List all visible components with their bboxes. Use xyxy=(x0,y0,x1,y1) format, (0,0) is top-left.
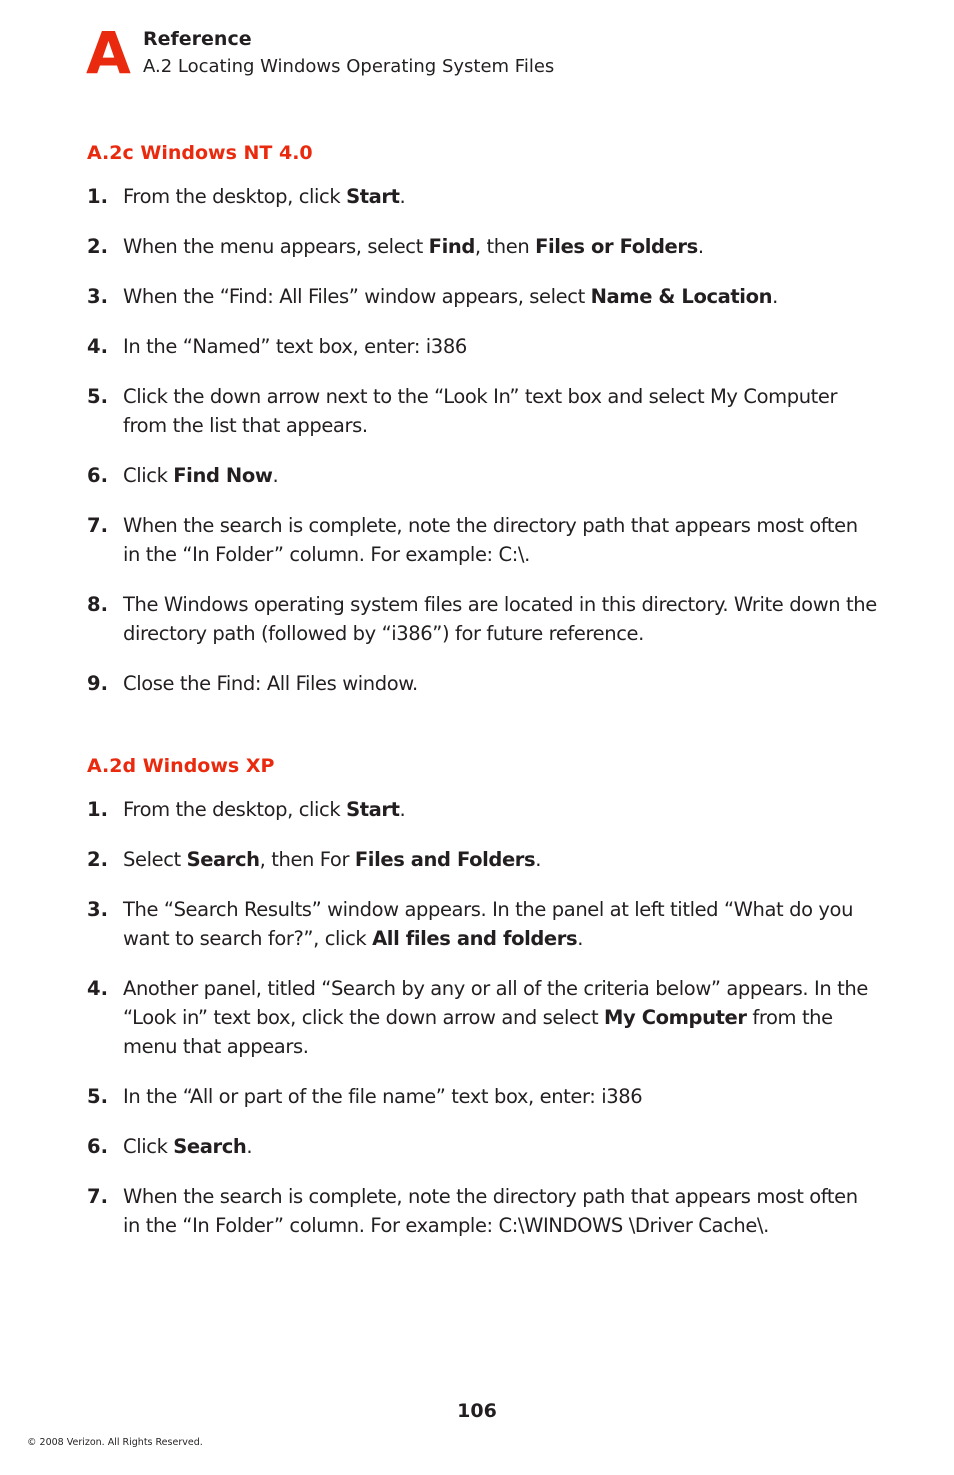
step-text: . xyxy=(272,464,279,487)
copyright-notice: © 2008 Verizon. All Rights Reserved. xyxy=(27,1437,203,1448)
step-text: . xyxy=(772,285,778,308)
step-number: 5. xyxy=(87,1085,108,1108)
step-text: Click the down arrow next to the “Look In” text box and select My Computer from the list that appears. xyxy=(123,385,838,437)
step-keyword: Name & Location xyxy=(590,285,773,308)
step-item xyxy=(87,669,877,698)
step-item xyxy=(87,182,877,211)
step-number: 7. xyxy=(87,514,108,537)
step-number: 7. xyxy=(87,1185,108,1208)
step-number: 6. xyxy=(87,464,108,487)
step-number: 5. xyxy=(87,385,108,408)
step-text: The “Search Results” window appears. In the panel at left titled “What do you want to search for?”, click xyxy=(123,898,854,950)
step-text: Close the Find: All Files window. xyxy=(123,672,418,695)
step-keyword: Start xyxy=(346,798,400,821)
step-text: . xyxy=(399,798,406,821)
step-item xyxy=(87,795,877,824)
step-number: 9. xyxy=(87,672,108,695)
step-text: From the desktop, click xyxy=(123,185,347,208)
step-text: Click xyxy=(123,464,174,487)
step-number: 6. xyxy=(87,1135,108,1158)
header-subtitle: A.2 Locating Windows Operating System Files xyxy=(143,56,555,77)
step-number: 1. xyxy=(87,185,108,208)
step-number: 4. xyxy=(87,977,108,1000)
step-text: When the search is complete, note the directory path that appears most often in the “In Folder” column. For example: C:\. xyxy=(123,514,858,566)
step-text: When the menu appears, select xyxy=(123,235,429,258)
step-text: from the menu that appears. xyxy=(123,1006,833,1058)
step-keyword: Find Now xyxy=(173,464,273,487)
step-text: The Windows operating system files are located in this directory. Write down the directory path (followed by “i386”) for future reference. xyxy=(123,593,877,645)
step-item xyxy=(87,461,877,490)
step-item xyxy=(87,590,877,648)
step-keyword: Start xyxy=(346,185,400,208)
step-text: In the “Named” text box, enter: i386 xyxy=(123,335,467,358)
step-number: 2. xyxy=(87,848,108,871)
step-keyword: Search xyxy=(186,848,260,871)
steps-list-xp xyxy=(87,795,877,1261)
step-item xyxy=(87,1132,877,1161)
step-number: 3. xyxy=(87,898,108,921)
step-text: Click xyxy=(123,1135,174,1158)
step-item xyxy=(87,974,877,1061)
section-heading-xp: A.2d Windows XP xyxy=(87,755,275,777)
step-text: , then xyxy=(474,235,536,258)
step-number: 4. xyxy=(87,335,108,358)
step-keyword: Search xyxy=(173,1135,247,1158)
step-keyword: Files and Folders xyxy=(354,848,536,871)
step-item xyxy=(87,895,877,953)
chapter-letter: A xyxy=(86,19,131,87)
step-item xyxy=(87,1182,877,1240)
step-text: . xyxy=(697,235,704,258)
step-number: 8. xyxy=(87,593,108,616)
step-text: When the search is complete, note the directory path that appears most often in the “In Folder” column. For example: C:\WINDOWS \Driver Cache\. xyxy=(123,1185,858,1237)
step-text: When the “Find: All Files” window appears, select xyxy=(123,285,591,308)
step-text: . xyxy=(399,185,406,208)
step-item xyxy=(87,332,877,361)
step-item xyxy=(87,232,877,261)
step-text: From the desktop, click xyxy=(123,798,347,821)
step-number: 2. xyxy=(87,235,108,258)
step-item xyxy=(87,282,877,311)
step-text: Another panel, titled “Search by any or all of the criteria below” appears. In the “Look in” text box, click the down arrow and select xyxy=(123,977,868,1029)
step-keyword: My Computer xyxy=(604,1006,747,1029)
step-text: . xyxy=(535,848,542,871)
step-item xyxy=(87,845,877,874)
step-item xyxy=(87,511,877,569)
step-item xyxy=(87,382,877,440)
section-heading-nt4: A.2c Windows NT 4.0 xyxy=(87,142,313,164)
step-number: 1. xyxy=(87,798,108,821)
header-title: Reference xyxy=(143,28,252,50)
steps-list-nt4 xyxy=(87,182,877,719)
step-item xyxy=(87,1082,877,1111)
step-number: 3. xyxy=(87,285,108,308)
step-text: Select xyxy=(123,848,187,871)
step-keyword: All files and folders xyxy=(372,927,578,950)
step-text: . xyxy=(246,1135,253,1158)
page-number: 106 xyxy=(457,1400,497,1422)
step-text: . xyxy=(577,927,583,950)
step-text: In the “All or part of the file name” text box, enter: i386 xyxy=(123,1085,643,1108)
step-keyword: Find xyxy=(428,235,475,258)
step-keyword: Files or Folders xyxy=(535,235,698,258)
step-text: , then For xyxy=(259,848,355,871)
